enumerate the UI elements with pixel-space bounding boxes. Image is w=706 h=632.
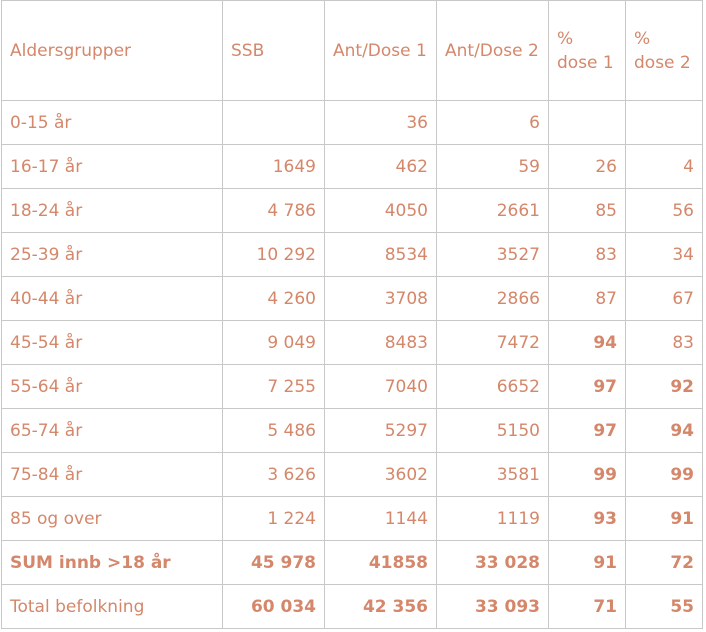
age-group-cell: 75-84 år — [2, 453, 223, 497]
pct-dose-2-cell: 83 — [626, 321, 703, 365]
header-dose-2: Ant/Dose 2 — [437, 1, 549, 101]
table-row — [2, 497, 703, 541]
age-group-cell: 55-64 år — [2, 365, 223, 409]
table-row — [2, 233, 703, 277]
pct-dose-1-cell: 87 — [549, 277, 626, 321]
pct-dose-1-cell: 97 — [549, 409, 626, 453]
ssb-cell: 4 786 — [223, 189, 325, 233]
ssb-cell: 45 978 — [223, 541, 325, 585]
pct-dose-1-cell: 85 — [549, 189, 626, 233]
dose-2-cell: 1119 — [437, 497, 549, 541]
table-row — [2, 101, 703, 145]
pct-dose-2-cell: 56 — [626, 189, 703, 233]
table-row — [2, 277, 703, 321]
ssb-cell: 60 034 — [223, 585, 325, 629]
dose-1-cell: 5297 — [325, 409, 437, 453]
header-pct-dose-2: % dose 2 — [626, 1, 703, 101]
age-group-cell: 65-74 år — [2, 409, 223, 453]
pct-dose-1-cell: 93 — [549, 497, 626, 541]
dose-1-cell: 36 — [325, 101, 437, 145]
table-row — [2, 409, 703, 453]
ssb-cell: 3 626 — [223, 453, 325, 497]
dose-1-cell: 8534 — [325, 233, 437, 277]
dose-1-cell: 1144 — [325, 497, 437, 541]
age-group-cell: 0-15 år — [2, 101, 223, 145]
table-row — [2, 365, 703, 409]
pct-dose-1-cell: 94 — [549, 321, 626, 365]
dose-2-cell: 5150 — [437, 409, 549, 453]
dose-1-cell: 4050 — [325, 189, 437, 233]
header-dose-1: Ant/Dose 1 — [325, 1, 437, 101]
dose-1-cell: 462 — [325, 145, 437, 189]
pct-dose-1-cell: 97 — [549, 365, 626, 409]
dose-2-cell: 33 028 — [437, 541, 549, 585]
table-header-row — [2, 1, 703, 101]
dose-2-cell: 59 — [437, 145, 549, 189]
pct-dose-2-cell: 99 — [626, 453, 703, 497]
dose-2-cell: 2661 — [437, 189, 549, 233]
ssb-cell: 4 260 — [223, 277, 325, 321]
dose-2-cell: 3581 — [437, 453, 549, 497]
age-group-cell: 45-54 år — [2, 321, 223, 365]
dose-1-cell: 8483 — [325, 321, 437, 365]
dose-2-cell: 7472 — [437, 321, 549, 365]
dose-2-cell: 2866 — [437, 277, 549, 321]
ssb-cell: 1649 — [223, 145, 325, 189]
pct-dose-1-cell: 83 — [549, 233, 626, 277]
pct-dose-2-cell: 94 — [626, 409, 703, 453]
table-row — [2, 145, 703, 189]
dose-1-cell: 7040 — [325, 365, 437, 409]
dose-2-cell: 6 — [437, 101, 549, 145]
vaccination-table — [1, 0, 703, 629]
table-row — [2, 189, 703, 233]
ssb-cell: 9 049 — [223, 321, 325, 365]
dose-1-cell: 3602 — [325, 453, 437, 497]
pct-dose-1-cell: 26 — [549, 145, 626, 189]
age-group-cell: Total befolkning — [2, 585, 223, 629]
age-group-cell: SUM innb >18 år — [2, 541, 223, 585]
pct-dose-2-cell: 67 — [626, 277, 703, 321]
age-group-cell: 85 og over — [2, 497, 223, 541]
ssb-cell: 1 224 — [223, 497, 325, 541]
table-row — [2, 321, 703, 365]
pct-dose-1-cell — [549, 101, 626, 145]
table-row-sum — [2, 541, 703, 585]
header-pct-dose-1: % dose 1 — [549, 1, 626, 101]
age-group-cell: 40-44 år — [2, 277, 223, 321]
pct-dose-1-cell: 99 — [549, 453, 626, 497]
age-group-cell: 18-24 år — [2, 189, 223, 233]
header-age-groups: Aldersgrupper — [2, 1, 223, 101]
pct-dose-2-cell: 91 — [626, 497, 703, 541]
dose-2-cell: 33 093 — [437, 585, 549, 629]
age-group-cell: 16-17 år — [2, 145, 223, 189]
ssb-cell: 7 255 — [223, 365, 325, 409]
pct-dose-2-cell: 4 — [626, 145, 703, 189]
pct-dose-2-cell: 72 — [626, 541, 703, 585]
age-group-cell: 25-39 år — [2, 233, 223, 277]
pct-dose-2-cell: 55 — [626, 585, 703, 629]
pct-dose-2-cell: 92 — [626, 365, 703, 409]
dose-2-cell: 6652 — [437, 365, 549, 409]
dose-1-cell: 42 356 — [325, 585, 437, 629]
table-row — [2, 453, 703, 497]
pct-dose-2-cell: 34 — [626, 233, 703, 277]
pct-dose-1-cell: 71 — [549, 585, 626, 629]
header-ssb: SSB — [223, 1, 325, 101]
dose-1-cell: 41858 — [325, 541, 437, 585]
pct-dose-1-cell: 91 — [549, 541, 626, 585]
table-row-total — [2, 585, 703, 629]
dose-1-cell: 3708 — [325, 277, 437, 321]
ssb-cell: 5 486 — [223, 409, 325, 453]
ssb-cell — [223, 101, 325, 145]
ssb-cell: 10 292 — [223, 233, 325, 277]
pct-dose-2-cell — [626, 101, 703, 145]
dose-2-cell: 3527 — [437, 233, 549, 277]
